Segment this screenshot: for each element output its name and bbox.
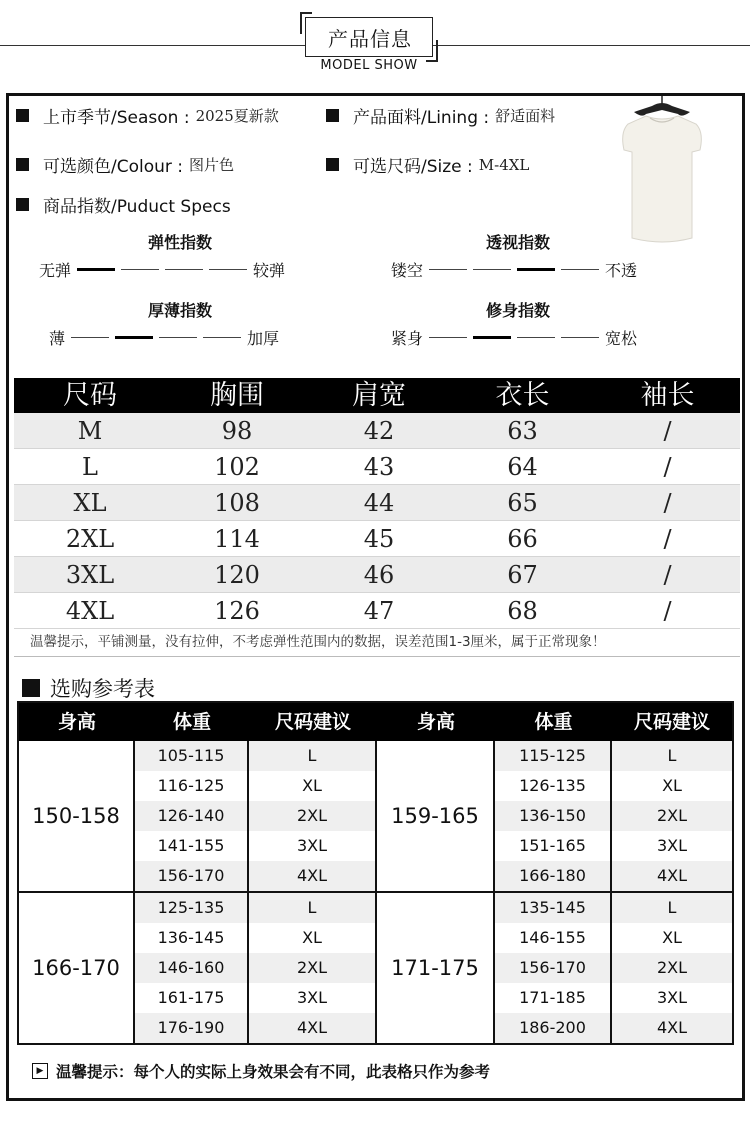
index-segment <box>517 268 555 271</box>
bullet-square-icon <box>16 198 29 211</box>
spec-season-value: 2025夏新款 <box>195 107 279 125</box>
table-cell: 42 <box>363 416 395 445</box>
weight-cell: 116-125 <box>135 771 249 801</box>
recommend-height-cell: 150-158 <box>19 741 135 891</box>
index-segment <box>429 337 467 338</box>
page-subtitle: MODEL SHOW <box>320 58 418 73</box>
size-suggest-cell: XL <box>249 771 377 801</box>
size-suggest-cell: 4XL <box>249 1013 377 1043</box>
table-cell: 98 <box>221 416 253 445</box>
size-header-cell: 袖长 <box>640 380 695 411</box>
recommend-header-cell: 身高 <box>416 711 455 733</box>
spec-index-label: 商品指数/Puduct Specs <box>43 197 231 217</box>
spec-size-value: M-4XL <box>478 155 530 174</box>
size-suggest-cell: 3XL <box>656 988 688 1007</box>
recommend-sub-rows <box>135 741 377 891</box>
table-cell: / <box>663 560 672 589</box>
table-row <box>14 449 740 485</box>
index-right-label: 宽松 <box>605 329 638 348</box>
table-row <box>495 741 732 771</box>
weight-cell: 125-135 <box>135 893 249 923</box>
index-segment <box>209 269 247 270</box>
index-scale-fit <box>388 326 640 349</box>
weight-cell: 146-155 <box>495 923 612 953</box>
weight-cell: 161-175 <box>135 983 249 1013</box>
size-table-header <box>14 378 740 413</box>
spec-colour-label: 可选颜色/Colour : <box>43 157 184 177</box>
index-left-label: 紧身 <box>391 329 424 348</box>
index-title-transparency: 透视指数 <box>485 233 550 252</box>
index-left-label: 镂空 <box>391 261 424 280</box>
recommend-header-cell: 体重 <box>172 711 211 733</box>
weight-cell: 105-115 <box>135 741 249 771</box>
index-right-label: 加厚 <box>247 329 280 348</box>
measure-note: 温馨提示，平铺测量，没有拉伸，不考虑弹性范围内的数据，误差范围1-3厘米，属于正常现象！ <box>30 634 606 650</box>
table-cell: 66 <box>507 524 538 553</box>
table-row <box>495 1013 732 1043</box>
weight-cell: 156-170 <box>495 953 612 983</box>
table-row <box>495 801 732 831</box>
size-table <box>14 378 740 629</box>
recommend-header-cell: 身高 <box>57 711 96 733</box>
bullet-square-icon <box>22 679 40 697</box>
table-cell: M <box>77 416 103 445</box>
table-row <box>135 893 377 923</box>
table-row <box>495 771 732 801</box>
divider <box>14 656 740 657</box>
size-suggest-cell: 2XL <box>249 801 377 831</box>
table-row <box>14 521 740 557</box>
table-cell: 67 <box>507 560 538 589</box>
spec-lining-label: 产品面料/Lining : <box>353 108 490 128</box>
bullet-square-icon <box>326 109 339 122</box>
table-row <box>495 983 732 1013</box>
size-header-cell: 肩宽 <box>352 380 406 411</box>
table-cell: 46 <box>363 560 395 589</box>
spec-season-label: 上市季节/Season : <box>43 108 190 128</box>
weight-cell: 126-140 <box>135 801 249 831</box>
weight-cell: 141-155 <box>135 831 249 861</box>
recommend-table-header <box>19 703 732 741</box>
product-shirt-image <box>612 92 712 252</box>
weight-cell: 146-160 <box>135 953 249 983</box>
weight-cell: 136-150 <box>495 801 612 831</box>
size-suggest-cell: 3XL <box>656 836 688 855</box>
size-header-cell: 衣长 <box>495 380 550 411</box>
index-title-elasticity: 弹性指数 <box>147 233 212 252</box>
size-suggest-cell: L <box>249 741 377 771</box>
size-suggest-cell: XL <box>249 923 377 953</box>
table-cell: 43 <box>363 452 395 481</box>
table-cell: 114 <box>214 524 260 553</box>
table-row <box>495 893 732 923</box>
table-row <box>135 771 377 801</box>
table-cell: / <box>663 452 672 481</box>
index-segment <box>159 337 197 338</box>
index-scale-transparency <box>388 258 640 281</box>
table-row <box>495 861 732 891</box>
index-segment <box>165 269 203 270</box>
table-row <box>14 485 740 521</box>
size-suggest-cell: XL <box>662 776 682 795</box>
recommend-height-cell: 171-175 <box>377 893 495 1043</box>
index-segment <box>121 269 159 270</box>
header-line-left <box>0 45 305 46</box>
index-segment <box>473 269 511 270</box>
table-cell: 4XL <box>65 596 115 625</box>
size-suggest-cell: 4XL <box>656 1018 688 1037</box>
table-cell: L <box>82 452 98 481</box>
spec-colour-value: 图片色 <box>189 156 235 174</box>
bullet-square-icon <box>16 109 29 122</box>
final-note <box>32 1060 490 1082</box>
size-suggest-cell: 4XL <box>249 861 377 891</box>
table-cell: / <box>663 524 672 553</box>
table-row <box>135 831 377 861</box>
table-cell: 63 <box>507 416 538 445</box>
table-row <box>135 1013 377 1043</box>
table-row <box>135 861 377 891</box>
table-cell: / <box>663 416 672 445</box>
size-suggest-cell: L <box>667 746 677 765</box>
weight-cell: 136-145 <box>135 923 249 953</box>
table-row <box>14 593 740 629</box>
index-segment <box>429 269 467 270</box>
weight-cell: 115-125 <box>495 741 612 771</box>
weight-cell: 135-145 <box>495 893 612 923</box>
page-title: 产品信息 <box>328 27 412 51</box>
recommend-height-cell: 159-165 <box>377 741 495 891</box>
index-segment <box>115 336 153 339</box>
recommend-sub-rows <box>135 893 377 1043</box>
size-suggest-cell: 3XL <box>249 983 377 1013</box>
spec-lining-value: 舒适面料 <box>495 107 556 125</box>
size-header-cell: 尺码 <box>63 380 117 411</box>
table-cell: 47 <box>363 596 395 625</box>
index-left-label: 无弹 <box>39 261 72 280</box>
spec-size-label: 可选尺码/Size : <box>353 157 473 177</box>
page-header <box>0 0 750 90</box>
recommend-sub-rows <box>495 741 732 891</box>
table-cell: 45 <box>363 524 395 553</box>
bullet-square-icon <box>326 158 339 171</box>
recommend-title <box>22 673 155 703</box>
weight-cell: 126-135 <box>495 771 612 801</box>
recommend-table <box>17 701 734 1045</box>
recommend-title-text: 选购参考表 <box>50 677 155 701</box>
index-scale-elasticity <box>36 258 288 281</box>
table-cell: 108 <box>214 488 260 517</box>
size-suggest-cell: XL <box>662 928 682 947</box>
recommend-sub-rows <box>495 893 732 1043</box>
table-row <box>495 831 732 861</box>
spec-index <box>16 192 231 217</box>
size-suggest-cell: L <box>667 898 677 917</box>
recommend-block <box>19 891 732 1043</box>
weight-cell: 171-185 <box>495 983 612 1013</box>
index-segment <box>71 337 109 338</box>
spec-season <box>16 103 279 128</box>
table-row <box>495 953 732 983</box>
recommend-table-body <box>19 741 732 1043</box>
table-cell: 126 <box>214 596 260 625</box>
index-segment <box>561 337 599 338</box>
table-cell: XL <box>73 488 107 517</box>
bullet-square-icon <box>16 158 29 171</box>
play-icon: ▶ <box>32 1063 48 1079</box>
table-cell: 68 <box>507 596 538 625</box>
recommend-height-cell: 166-170 <box>19 893 135 1043</box>
size-suggest-cell: 4XL <box>656 866 688 885</box>
index-title-fit: 修身指数 <box>485 301 550 320</box>
table-cell: / <box>663 596 672 625</box>
spec-size <box>326 152 529 177</box>
weight-cell: 151-165 <box>495 831 612 861</box>
index-segment <box>473 336 511 339</box>
table-row <box>135 801 377 831</box>
table-row <box>14 413 740 449</box>
index-segment <box>203 337 241 338</box>
index-segment <box>517 337 555 338</box>
table-cell: 120 <box>214 560 260 589</box>
index-scale-thickness <box>46 326 282 349</box>
index-segment <box>561 269 599 270</box>
size-suggest-cell: 2XL <box>249 953 377 983</box>
recommend-block <box>19 741 732 891</box>
weight-cell: 156-170 <box>135 861 249 891</box>
table-cell: 65 <box>507 488 538 517</box>
table-row <box>135 923 377 953</box>
index-right-label: 不透 <box>605 261 638 280</box>
table-cell: 44 <box>363 488 395 517</box>
table-row <box>135 983 377 1013</box>
index-left-label: 薄 <box>49 329 66 348</box>
weight-cell: 166-180 <box>495 861 612 891</box>
title-box <box>305 17 433 57</box>
weight-cell: 176-190 <box>135 1013 249 1043</box>
index-right-label: 较弹 <box>253 261 286 280</box>
size-header-cell: 胸围 <box>210 380 264 411</box>
recommend-header-cell: 尺码建议 <box>274 711 351 733</box>
table-cell: 102 <box>214 452 260 481</box>
table-cell: 2XL <box>65 524 115 553</box>
spec-lining <box>326 103 555 128</box>
recommend-header-cell: 尺码建议 <box>633 711 710 733</box>
table-row <box>14 557 740 593</box>
size-suggest-cell: 2XL <box>656 806 688 825</box>
index-title-thickness: 厚薄指数 <box>147 301 212 320</box>
recommend-header-cell: 体重 <box>534 711 573 733</box>
index-segment <box>77 268 115 271</box>
spec-colour <box>16 152 234 177</box>
table-row <box>495 923 732 953</box>
table-cell: 3XL <box>65 560 115 589</box>
size-suggest-cell: 2XL <box>656 958 688 977</box>
final-note-text: 温馨提示：每个人的实际上身效果会有不同，此表格只作为参考 <box>56 1063 491 1081</box>
size-suggest-cell: 3XL <box>249 831 377 861</box>
weight-cell: 186-200 <box>495 1013 612 1043</box>
table-row <box>135 953 377 983</box>
size-suggest-cell: L <box>249 893 377 923</box>
table-cell: / <box>663 488 672 517</box>
table-row <box>135 741 377 771</box>
header-line-right <box>433 45 750 46</box>
table-cell: 64 <box>507 452 538 481</box>
